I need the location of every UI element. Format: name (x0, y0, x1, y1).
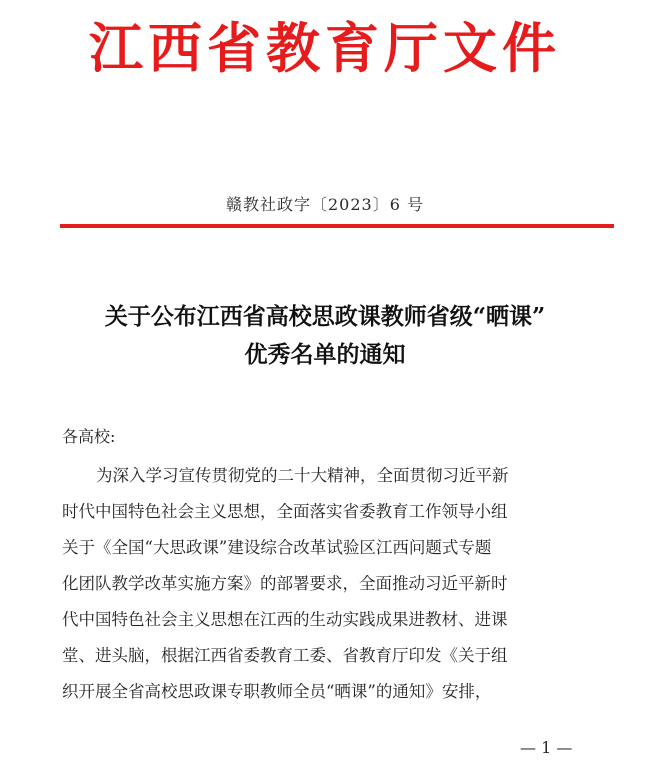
body-line: 时代中国特色社会主义思想，全面落实省委教育工作领导小组 (62, 502, 508, 521)
body-line: 关于《全国“大思政课”建设综合改革试验区江西问题式专题 (62, 538, 492, 557)
salutation: 各高校: (62, 427, 116, 446)
notice-title-line-2: 优秀名单的通知 (244, 341, 406, 368)
body-line: 为深入学习宣传贯彻党的二十大精神，全面贯彻习近平新 (96, 466, 509, 485)
body-line: 化团队教学改革实施方案》的部署要求，全面推动习近平新时 (62, 574, 508, 593)
body-paragraph (62, 458, 614, 710)
document-header-title: 江西省教育厅文件 (89, 16, 561, 80)
body-line: 代中国特色社会主义思想在江西的生动实践成果进教材、进课 (62, 610, 508, 629)
body-line: 织开展全省高校思政课专职教师全员“晒课”的通知》安排， (62, 682, 492, 701)
notice-title-line-1: 关于公布江西省高校思政课教师省级“晒课” (104, 303, 546, 330)
page-number: — 1 — (520, 738, 573, 757)
red-divider-line (60, 224, 614, 228)
document-number: 赣教社政字〔2023〕6 号 (226, 195, 424, 214)
body-line: 堂、进头脑，根据江西省委教育工委、省教育厅印发《关于组 (62, 646, 508, 665)
notice-title (40, 298, 610, 374)
